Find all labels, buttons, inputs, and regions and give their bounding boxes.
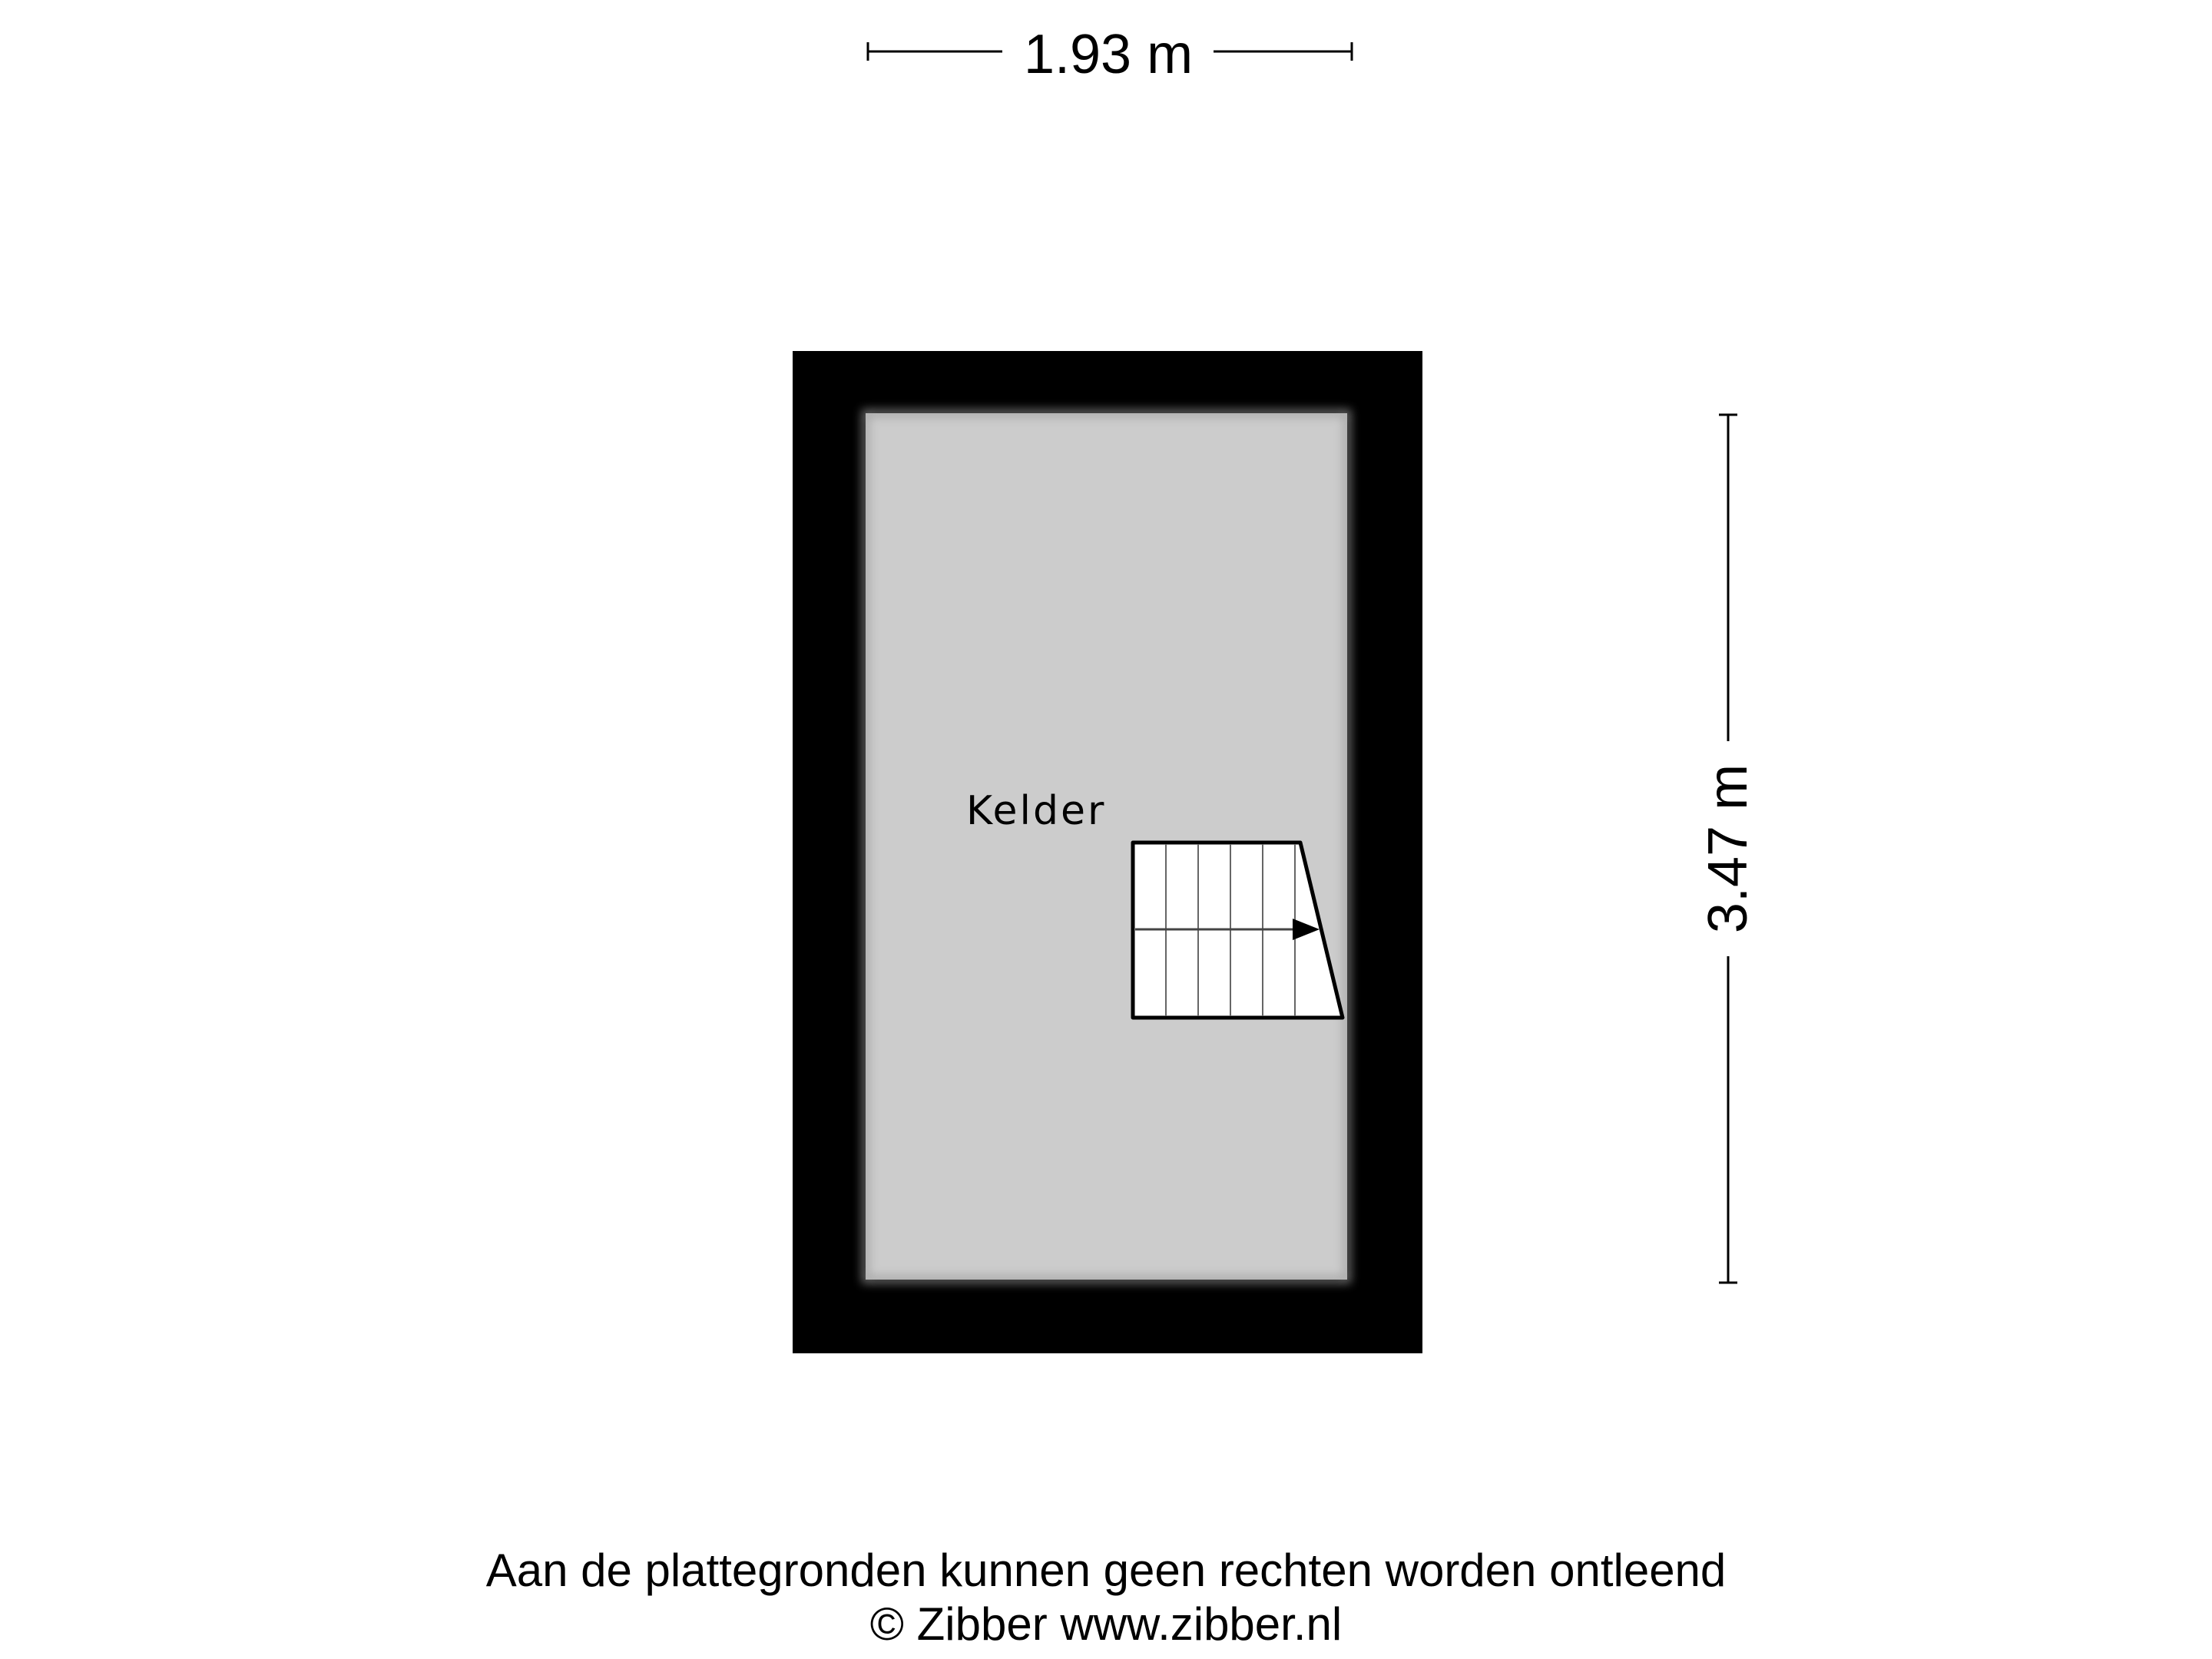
height-dimension bbox=[1697, 415, 1759, 1283]
height-dimension-label: 3.47 m bbox=[1697, 763, 1759, 934]
room-label-kelder: Kelder bbox=[966, 788, 1107, 834]
disclaimer-text: Aan de plattegronden kunnen geen rechten worden ontleend bbox=[485, 1545, 1727, 1596]
width-dimension-label: 1.93 m bbox=[1023, 24, 1194, 85]
copyright-text: © Zibber www.zibber.nl bbox=[869, 1598, 1343, 1650]
width-dimension bbox=[868, 24, 1352, 85]
